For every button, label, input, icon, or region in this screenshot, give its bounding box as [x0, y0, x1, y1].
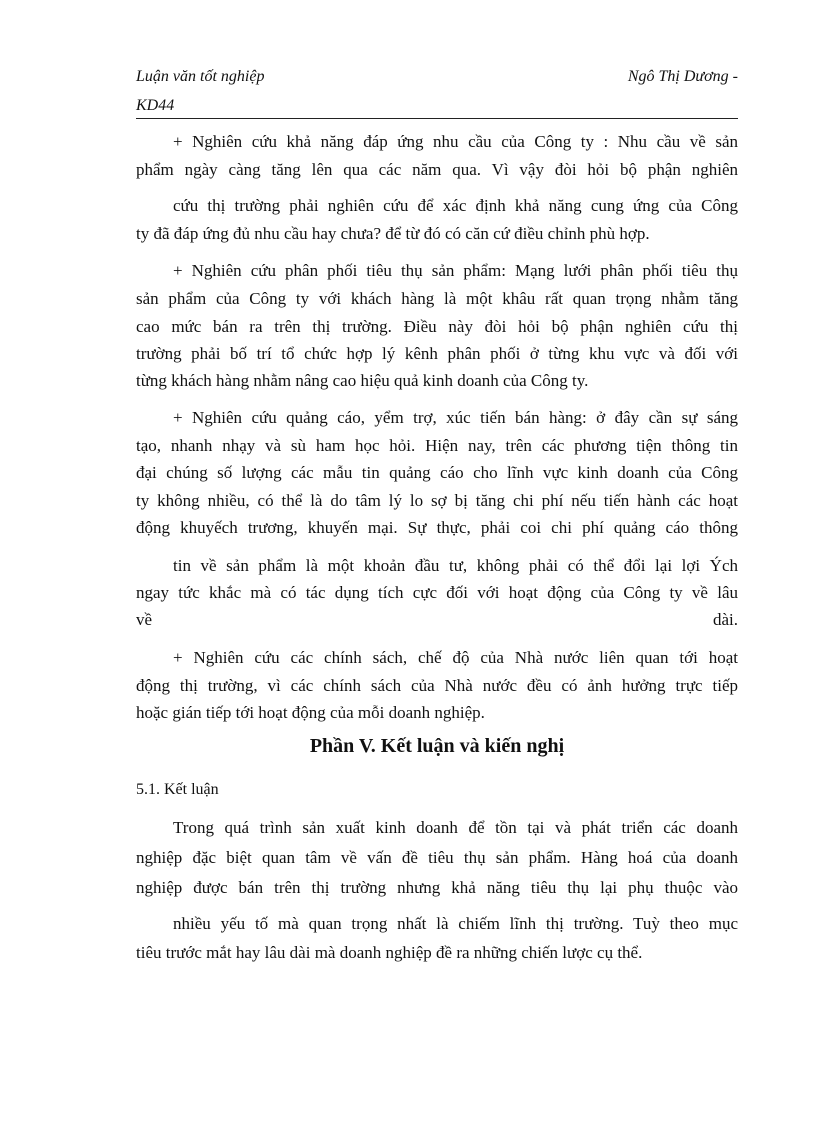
- body-line: + Nghiên cứu phân phối tiêu thụ sản phẩm: Mạng lưới phân phối tiêu thụ: [173, 261, 738, 280]
- body-line: tạo, nhanh nhạy và sù ham học hỏi. Hiện nay, trên các phương tiện thông tin: [136, 436, 738, 455]
- body-line: động khuyếch trương, khuyến mại. Sự thực, phải coi chi phí quảng cáo thông: [136, 518, 738, 537]
- split-right-word: dài.: [712, 610, 738, 629]
- body-line: từng khách hàng nhằm nâng cao hiệu quả kinh doanh của Công ty.: [136, 371, 589, 390]
- body-line-split: [136, 610, 738, 630]
- body-line: nhiều yếu tố mà quan trọng nhất là chiếm lĩnh thị trường. Tuỳ theo mục: [173, 914, 738, 933]
- body-line: + Nghiên cứu quảng cáo, yểm trợ, xúc tiến bán hàng: ở đây cần sự sáng: [173, 408, 738, 427]
- body-line: trường phải bố trí tổ chức hợp lý kênh phân phối ở từng khu vực và đối với: [136, 344, 738, 363]
- body-line: ty không nhiều, có thể là do tâm lý lo sợ bị tăng chi phí nếu tiến hành các hoạt: [136, 491, 738, 510]
- header-rule: [136, 118, 738, 119]
- section-heading: Phần V. Kết luận và kiến nghị: [309, 735, 565, 757]
- body-line: nghiệp được bán trên thị trường nhưng khả năng tiêu thụ lại phụ thuộc vào: [136, 878, 738, 897]
- body-line: ty đã đáp ứng đủ nhu cầu hay chưa? để từ đó có căn cứ điều chỉnh phù hợp.: [136, 224, 650, 243]
- body-line: sản phẩm của Công ty với khách hàng là một khâu rất quan trọng nhằm tăng: [136, 289, 738, 308]
- header-thesis-title: Luận văn tốt nghiệp: [136, 68, 265, 85]
- body-line: cao mức bán ra trên thị trường. Điều này đòi hỏi bộ phận nghiên cứu thị: [136, 317, 738, 336]
- body-line: + Nghiên cứu khả năng đáp ứng nhu cầu của Công ty : Nhu cầu về sản: [173, 132, 738, 151]
- subsection-heading: 5.1. Kết luận: [136, 781, 219, 798]
- body-line: ngay tức khắc mà có tác dụng tích cực đối với hoạt động của Công ty về lâu: [136, 583, 738, 602]
- body-line: Trong quá trình sản xuất kinh doanh để tồn tại và phát triển các doanh: [173, 818, 738, 837]
- body-line: hoặc gián tiếp tới hoạt động của mỗi doanh nghiệp.: [136, 703, 485, 722]
- body-line: + Nghiên cứu các chính sách, chế độ của Nhà nước liên quan tới hoạt: [173, 648, 738, 667]
- body-line: nghiệp đặc biệt quan tâm về vấn đề tiêu thụ sản phẩm. Hàng hoá của doanh: [136, 848, 738, 867]
- body-line: phẩm ngày càng tăng lên qua các năm qua. Vì vậy đòi hỏi bộ phận nghiên: [136, 160, 738, 179]
- split-left-word: về: [136, 610, 153, 629]
- header-author: Ngô Thị Dương -: [627, 68, 738, 85]
- body-line: cứu thị trường phải nghiên cứu để xác định khả năng cung ứng của Công: [173, 196, 738, 215]
- body-line: tiêu trước mắt hay lâu dài mà doanh nghiệp đề ra những chiến lược cụ thể.: [136, 943, 643, 962]
- header-class-code: KD44: [136, 97, 175, 114]
- body-line: động thị trường, vì các chính sách của Nhà nước đều có ảnh hưởng trực tiếp: [136, 676, 738, 695]
- body-line: tin về sản phẩm là một khoản đầu tư, không phải có thể đổi lại lợi Ých: [173, 556, 738, 575]
- body-line: đại chúng số lượng các mẫu tin quảng cáo cho lĩnh vực kinh doanh của Công: [136, 463, 738, 482]
